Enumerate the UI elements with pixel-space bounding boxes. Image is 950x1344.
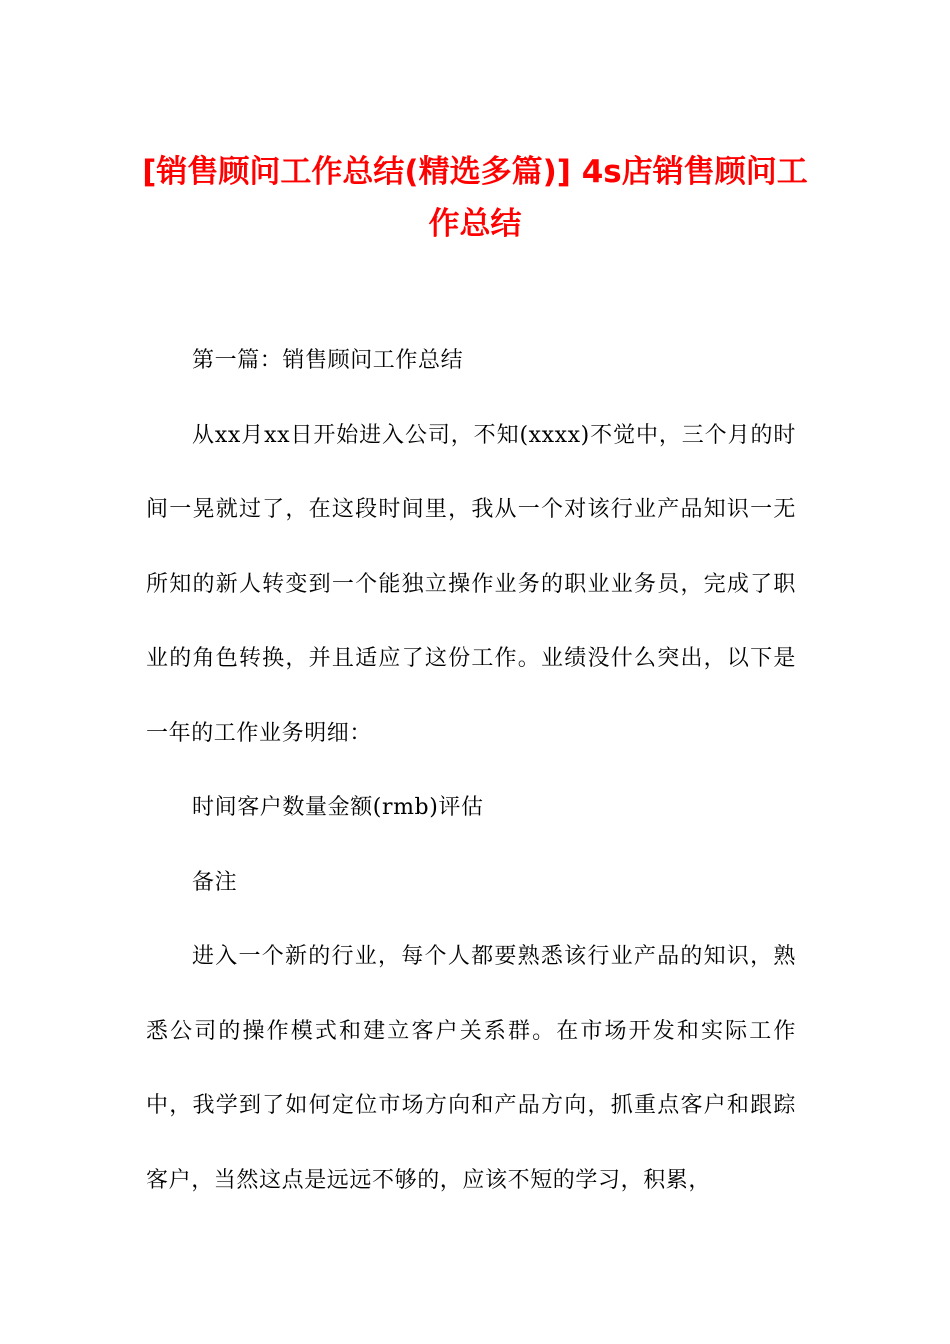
paragraph-experience: 进入一个新的行业，每个人都要熟悉该行业产品的知识，熟悉公司的操作模式和建立客户关系群。在市场开发和实际工作中，我学到了如何定位市场方向和产品方向，抓重点客户和跟踪客户，当然这点是远远不够的，应该不短的学习，积累， bbox=[146, 944, 796, 1193]
document-title: [销售顾问工作总结(精选多篇)] 4s店销售顾问工作总结 bbox=[142, 154, 808, 242]
paragraph-intro: 从xx月xx日开始进入公司，不知(xxxx)不觉中，三个月的时间一晃就过了，在这段时间里，我从一个对该行业产品知识一无所知的新人转变到一个能独立操作业务的职业业务员，完成了职业的角色转换，并且适应了这份工作。业绩没什么突出，以下是一年的工作业务明细： bbox=[146, 422, 796, 746]
paragraph-section-heading: 第一篇：销售顾问工作总结 bbox=[192, 348, 464, 373]
document-body bbox=[146, 324, 796, 1218]
paragraph-table-header: 时间客户数量金额(rmb)评估 bbox=[192, 795, 484, 820]
paragraph-remarks: 备注 bbox=[192, 869, 238, 895]
